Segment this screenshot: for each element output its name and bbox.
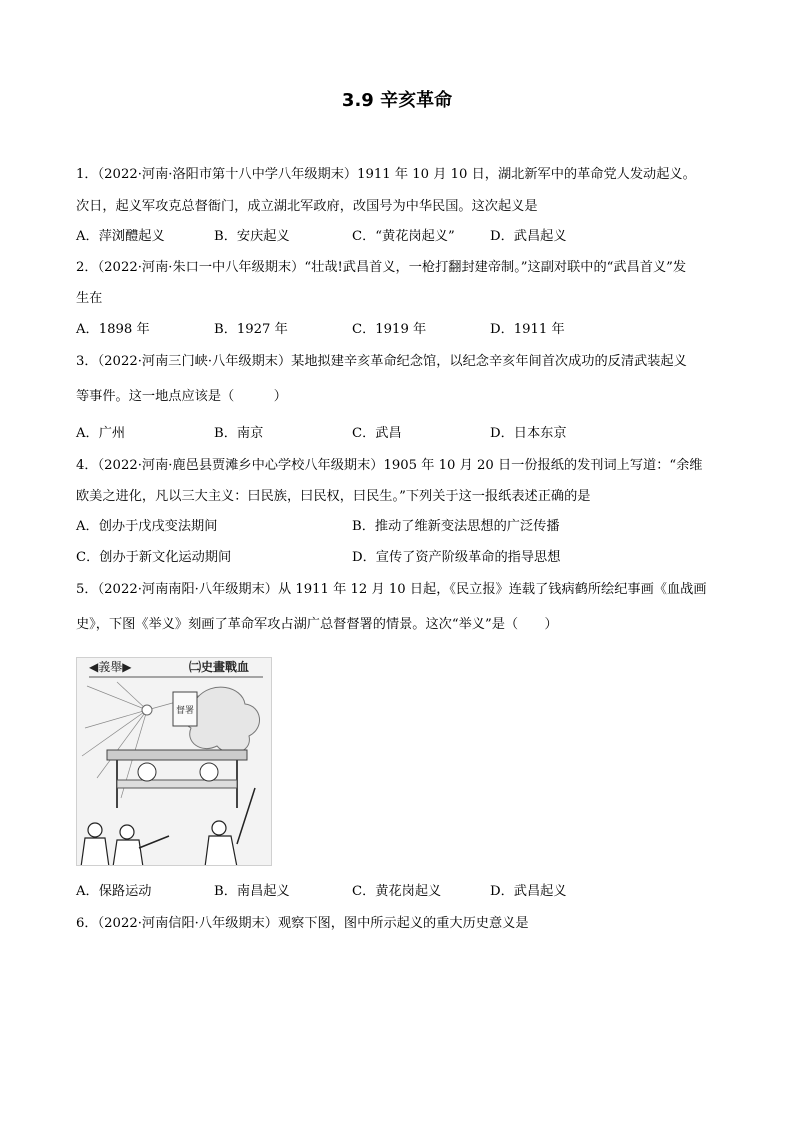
woodcut-illustration-juyi xyxy=(76,657,272,866)
plaque-text: 督署 xyxy=(175,706,195,716)
question-4-option-c[interactable]: C．创办于新文化运动期间 xyxy=(76,550,232,565)
question-4-options-row-2 xyxy=(76,549,726,567)
question-4-line-2: 欧美之进化，凡以三大主义：曰民族，曰民权，曰民生。”下列关于这一报纸表述正确的是 xyxy=(76,489,591,504)
question-1-option-d[interactable]: D．武昌起义 xyxy=(490,229,567,244)
question-2-line-2: 生在 xyxy=(76,291,103,306)
revolutionary-army-attack-drawing xyxy=(77,658,272,866)
question-3-option-a[interactable]: A．广州 xyxy=(76,426,126,441)
question-1-option-a[interactable]: A．萍浏醴起义 xyxy=(76,229,165,244)
question-4-option-d[interactable]: D．宣传了资产阶级革命的指导思想 xyxy=(352,550,561,565)
question-3-option-c[interactable]: C．武昌 xyxy=(352,426,402,441)
figure-left-label: ◀義舉▶ xyxy=(89,660,132,674)
question-2-option-c[interactable]: C．1919 年 xyxy=(352,322,427,337)
question-4-option-b[interactable]: B．推动了维新变法思想的广泛传播 xyxy=(352,519,560,534)
question-5-option-b[interactable]: B．南昌起义 xyxy=(214,884,290,899)
question-1-line-1: 1．（2022·河南·洛阳市第十八中学八年级期末）1911 年 10 月 10 日，湖北新军中的革命党人发动起义。 xyxy=(76,167,696,182)
question-5-option-a[interactable]: A．保路运动 xyxy=(76,884,152,899)
question-4-line-1: 4．（2022·河南·鹿邑县贾滩乡中心学校八年级期末）1905 年 10 月 20 日一份报纸的发刊词上写道：“余维 xyxy=(76,458,703,473)
question-3-options xyxy=(76,425,726,443)
question-2-option-d[interactable]: D．1911 年 xyxy=(490,322,565,337)
question-5-line-2: 史》，下图《举义》刻画了革命军攻占湖广总督督署的情景。这次“举义”是（ ） xyxy=(76,617,558,632)
question-1-option-b[interactable]: B．安庆起义 xyxy=(214,229,290,244)
question-5-option-c[interactable]: C．黄花岗起义 xyxy=(352,884,442,899)
question-5-options xyxy=(76,883,726,901)
question-3-line-2: 等事件。这一地点应该是（ ） xyxy=(76,389,287,404)
question-1-line-2: 次日，起义军攻克总督衙门，成立湖北军政府，改国号为中华民国。这次起义是 xyxy=(76,199,538,214)
figure-right-label: ㈡史畫戰血 xyxy=(188,660,249,674)
question-1-options xyxy=(76,228,726,246)
question-2-option-a[interactable]: A．1898 年 xyxy=(76,322,150,337)
page-title: 3.9 辛亥革命 xyxy=(341,90,453,111)
question-2-line-1: 2．（2022·河南·朱口一中八年级期末）“壮哉!武昌首义，一枪打翻封建帝制。”这副对联中的“武昌首义”发 xyxy=(76,260,687,275)
question-3-line-1: 3．（2022·河南三门峡·八年级期末）某地拟建辛亥革命纪念馆，以纪念辛亥年间首次成功的反清武装起义 xyxy=(76,354,687,369)
question-2-option-b[interactable]: B．1927 年 xyxy=(214,322,288,337)
question-5-line-1: 5．（2022·河南南阳·八年级期末）从 1911 年 12 月 10 日起，《民立报》连载了钱病鹤所绘纪事画《血战画 xyxy=(76,582,707,597)
question-1-option-c[interactable]: C．“黄花岗起义” xyxy=(352,229,455,244)
question-2-options xyxy=(76,321,726,339)
question-6-line-1: 6．（2022·河南信阳·八年级期末）观察下图，图中所示起义的重大历史意义是 xyxy=(76,916,529,931)
question-3-option-d[interactable]: D．日本东京 xyxy=(490,426,567,441)
question-3-option-b[interactable]: B．南京 xyxy=(214,426,264,441)
question-5-option-d[interactable]: D．武昌起义 xyxy=(490,884,567,899)
question-4-option-a[interactable]: A．创办于戊戌变法期间 xyxy=(76,519,218,534)
question-4-options-row-1 xyxy=(76,518,726,536)
